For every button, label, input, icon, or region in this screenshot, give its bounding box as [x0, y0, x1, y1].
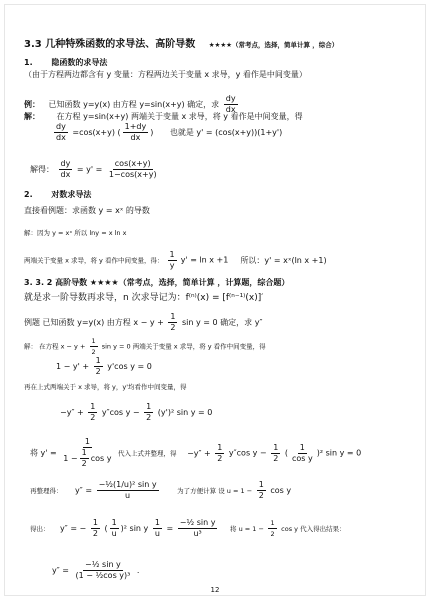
sub-den-half [80, 448, 89, 469]
result-line [30, 518, 346, 539]
h2-title: 对数求导法 [51, 190, 92, 199]
res-frac-u2-den: u [154, 529, 160, 538]
res-half [91, 518, 100, 539]
res-frac-u2 [153, 518, 162, 539]
res-frac-den: u³ [193, 529, 202, 538]
res-e: = [166, 524, 174, 533]
final-result [52, 560, 139, 581]
res-half-2 [268, 518, 276, 539]
sub-e: ( [284, 448, 288, 458]
res-g: cos y 代入得出结果： [281, 525, 346, 533]
eq2-frac [94, 356, 103, 377]
eq1-paren-close: ) [150, 128, 154, 137]
eq3-a: −y″ + [60, 408, 84, 417]
res-frac-u [110, 518, 119, 539]
sub-den-half-num: 1 [81, 448, 87, 457]
sol2-frac2-den: 1−cos(x+y) [108, 170, 157, 179]
h2-line: 直接看例题：求函数 y = xˣ 的导数 [24, 206, 150, 215]
eq1-frac2 [123, 122, 149, 143]
res-frac-u-den: u [111, 529, 117, 538]
res-half-den: 2 [92, 529, 98, 538]
ex2-sol-a: 解： 在方程 x − y + [24, 342, 86, 351]
tidy-a: 再整理得： [30, 487, 63, 495]
sub-d: y″cos y − [228, 448, 267, 458]
h2-sol2-a: 两端关于变量 x 求导，将 y 看作中间变量，得： [24, 256, 164, 265]
sub-frac2-num: 1 [217, 442, 223, 452]
ex2-frac-den: 2 [170, 323, 176, 332]
res-b: y″ = − [60, 524, 87, 533]
eq1-frac [54, 122, 68, 143]
eq2-a: 1 − y' + [56, 362, 90, 371]
tidy-line [30, 480, 291, 501]
ex1-label: 例： [24, 100, 40, 109]
sol2-frac2 [107, 159, 159, 180]
h2-solution: 解：因为 y = xˣ 所以 lny = x ln x [24, 229, 127, 237]
section-title [24, 40, 338, 50]
sol-label: 解： [24, 112, 40, 121]
h2-sol2-b: y' = ln x +1 [180, 255, 229, 265]
solution-1 [24, 112, 303, 122]
sub-frac3-den: 2 [273, 453, 279, 463]
eq3-frac1-den: 2 [90, 413, 96, 422]
eq1-frac-num: dy [56, 122, 66, 131]
h1-title: 隐函数的求导法 [51, 58, 108, 67]
example-2-solution [24, 336, 266, 357]
ex2-frac-num: 1 [170, 312, 176, 321]
section-stars: ★★★★（常考点，选择，简单计算 ，综合） [208, 41, 339, 49]
h2-sol2-c: 所以：y' = xˣ(ln x +1) [240, 255, 327, 265]
h2-solution-2 [24, 250, 327, 271]
tidy-half-den: 2 [258, 491, 264, 500]
sub-c: −y″ + [187, 448, 211, 458]
eq3-frac2-den: 2 [146, 413, 152, 422]
sub-frac-2 [215, 443, 224, 464]
final-frac-num: −½ sin y [85, 560, 121, 569]
eq1-frac-den: dx [56, 133, 66, 142]
eq2-frac-num: 1 [95, 356, 101, 365]
eq2-frac-den: 2 [95, 367, 101, 376]
eq3-frac2-num: 1 [146, 402, 152, 411]
sol2-mid: = y' = [76, 165, 103, 174]
h2-heading [24, 190, 91, 200]
sub-a: 将 y' = [30, 448, 57, 458]
res-f: 将 u = 1 − [230, 525, 264, 533]
sub-f: )² sin y = 0 [316, 448, 362, 458]
sol2-label: 解得： [30, 165, 54, 174]
res-frac-u2-num: 1 [154, 518, 160, 527]
equation-1 [52, 122, 282, 143]
equation-2 [56, 356, 152, 377]
final-b: . [136, 566, 140, 575]
h2-num: 2. [24, 190, 33, 199]
res-frac-num: −½ sin y [179, 518, 216, 527]
sub-frac3-num: 1 [273, 442, 279, 452]
eq1-frac2-den: dx [130, 133, 141, 142]
sub-frac4-num: 1 [299, 442, 305, 452]
res-half-num: 1 [92, 518, 98, 527]
ex1-text: 已知函数 y=y(x) 由方程 y=sin(x+y) 确定，求 [48, 100, 220, 109]
h2-sol2-frac-den: y [169, 261, 175, 270]
eq3-frac-2 [144, 402, 153, 423]
res-half2-den: 2 [270, 530, 275, 538]
ex2-sol-frac-den: 2 [91, 348, 96, 356]
tidy-c: 为了方便计算 设 u = 1 − [177, 487, 253, 495]
solution-1-result [30, 159, 161, 180]
sub-frac2-den: 2 [217, 453, 223, 463]
tidy-d: cos y [270, 486, 292, 495]
section-title-text: 3.3 几种特殊函数的求导法、高阶导数 [24, 39, 196, 50]
tidy-frac [97, 480, 159, 501]
eq3-c: (y')² sin y = 0 [157, 408, 213, 417]
res-frac [178, 518, 218, 539]
res-a: 得出： [30, 525, 50, 533]
ex2-frac [168, 312, 177, 333]
h1-heading [24, 58, 107, 68]
sub-frac-3 [271, 443, 280, 464]
sol2-frac [59, 159, 73, 180]
ex1-frac-den: dx [225, 105, 236, 114]
h1-note: （由于方程两边都含有 y 变量：方程两边关于变量 x 求导，y 看作是中间变量） [24, 70, 307, 79]
sub-frac-4 [290, 443, 315, 464]
equation-3 [60, 402, 212, 423]
sub-frac-num: 1 [84, 437, 90, 446]
eq3-frac1-num: 1 [90, 402, 96, 411]
tidy-b: y″ = [75, 486, 93, 495]
res-half2-num: 1 [270, 519, 275, 527]
tidy-frac-den: u [125, 491, 131, 500]
ex2-sol-b: sin y = 0 两端关于变量 x 求导，将 y 看作中间变量，得 [101, 342, 266, 351]
h3-title: 3. 3. 2 高阶导数 ★★★★（常考点，选择，简单计算 ，计算题，综合题） [24, 278, 290, 287]
ex2-sol-frac-num: 1 [91, 337, 96, 345]
ex1-frac-num: dy [225, 94, 236, 103]
h3-line: 就是求一阶导数再求导，n 次求导记为：f⁽ⁿ⁾(x) = [f⁽ⁿ⁻¹⁾(x)]′ [24, 293, 264, 303]
eq1-frac2-num: 1+dy [124, 122, 147, 131]
sub-frac [61, 437, 113, 469]
sub-b: 代入上式并整理，得 [118, 449, 177, 458]
ex2-text-a: 例题 已知函数 y=y(x) 由方程 x − y + [24, 318, 164, 327]
h1-num: 1. [24, 58, 33, 67]
tidy-frac-num: −½(1/u)² sin y [98, 480, 157, 489]
tidy-half-num: 1 [258, 480, 264, 489]
res-frac-u-num: 1 [111, 518, 117, 527]
ex2-line-3: 再在上式两端关于 x 求导，将 y，y'均看作中间变量，得 [24, 383, 187, 391]
sol1-text: 在方程 y=sin(x+y) 两端关于变量 x 求导，将 y 看作是中间变量，得 [56, 112, 303, 121]
sol2-frac-den: dx [60, 170, 71, 179]
sub-frac4-den: cos y [291, 453, 313, 463]
page-number: 12 [210, 586, 220, 594]
h2-sol2-frac-num: 1 [169, 250, 175, 259]
sol2-frac2-num: cos(x+y) [114, 159, 151, 168]
final-a: y″ = [52, 566, 69, 575]
sub-den-half-den: 2 [81, 459, 87, 468]
substitution-line [30, 437, 361, 469]
final-frac [74, 560, 133, 581]
sol2-frac-num: dy [60, 159, 71, 168]
tidy-half [257, 480, 266, 501]
sub-den-a: 1 − [63, 454, 78, 463]
eq1-paren-open: ( [117, 128, 121, 137]
ex2-sol-frac [90, 336, 98, 357]
eq3-frac-1 [88, 402, 97, 423]
final-frac-den: (1 − ½cos y)³ [75, 571, 131, 580]
res-d: )² sin y [120, 524, 149, 533]
ex2-text-b: sin y = 0 确定，求 y″ [182, 318, 263, 327]
eq2-b: y'cos y = 0 [107, 362, 152, 371]
eq3-b: y″cos y − [101, 408, 140, 417]
example-2 [24, 312, 262, 333]
eq1-mid: =cos(x+y) [72, 128, 115, 137]
res-c: ( [104, 524, 108, 533]
sub-den-b: cos y [90, 454, 112, 463]
h2-sol2-frac [168, 250, 177, 271]
sub-frac-den [61, 448, 113, 469]
eq1-also: 也就是 y' = (cos(x+y))(1+y') [169, 128, 283, 137]
